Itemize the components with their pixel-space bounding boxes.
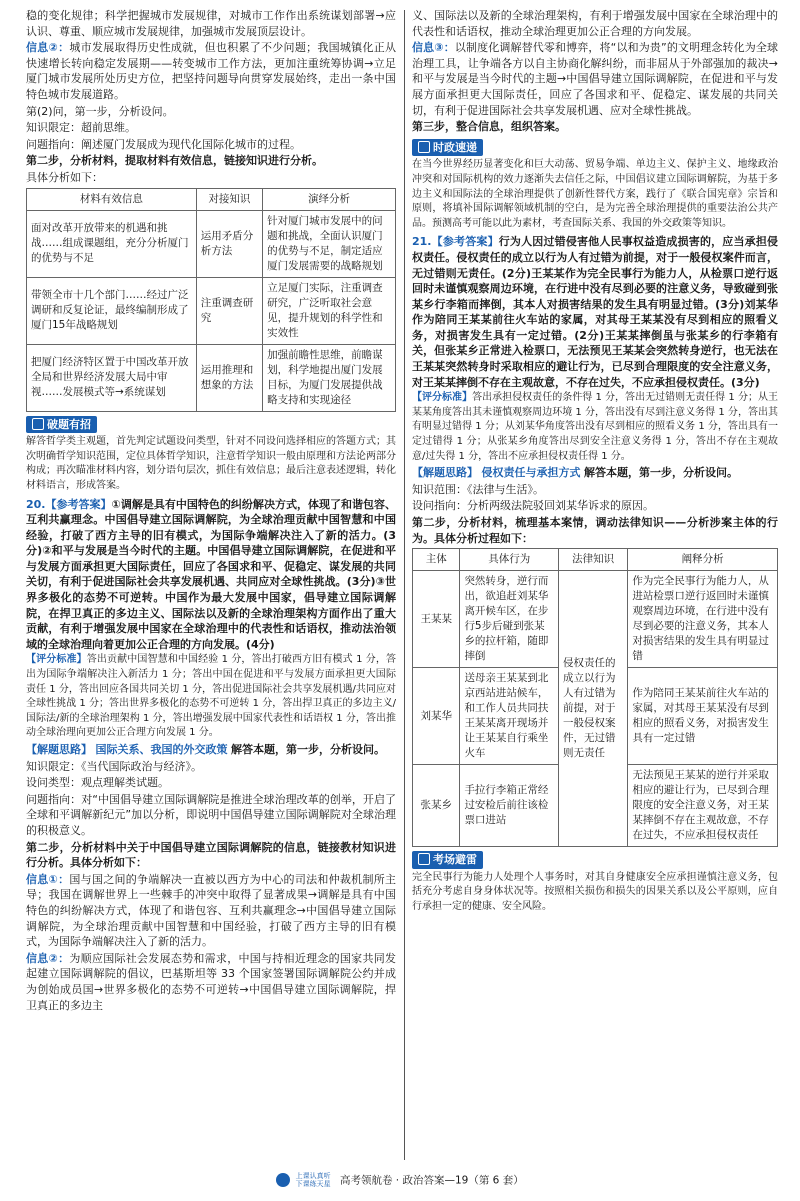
table-header: 主体 <box>413 549 460 571</box>
news-block <box>412 139 778 157</box>
scope-line: 知识范围：《法律与生活》。 <box>412 482 544 496</box>
table-cell: 运用矛盾分析方法 <box>196 210 262 277</box>
book-icon <box>32 418 44 430</box>
scoring-block <box>26 653 396 741</box>
info-text: 国与国之间的争端解决一直被以西方为中心的司法和仲裁机制所主导；我国在调解世界上一些棘手的冲突中取得了显著成果→调解是具有中国特色的纠纷解决方式，体现了和谐包容、互利共赢理念→中国倡导建立国际调解院，为全球治理贡献中国智慧和中国经验，打破了西方主导的旧有模式，为国际争端解决注入了新的活力。 <box>26 872 396 949</box>
exam-tip-text: 完全民事行为能力人处理个人事务时，对其自身健康安全应承担谨慎注意义务，包括充分考虑自身身体状况等。按照相关损伤和损失的因果关系以及公平原则，应自行承担一定的健康、安全风险。 <box>412 871 778 912</box>
step-line: 第二步，分析材料，提取材料有效信息，链接知识进行分析。 <box>26 154 323 168</box>
tip-text: 解答哲学类主观题，首先判定试题设问类型，针对不同设问选择相应的答题方式；其次明确哲学知识范围，定位具体哲学知识，注意哲学知识一般由原理和方法论两部分构成；再次瞄准材料内容，划分语句层次，抓住有效信息；最后注意表述逻辑，转化材料语言，形成答案。 <box>26 436 396 491</box>
exam-tip-badge-label: 考场避雷 <box>433 853 477 867</box>
table-cell: 运用推理和想象的方法 <box>196 344 262 411</box>
table-header: 演绎分析 <box>263 188 396 210</box>
scoring-label: 【评分标准】 <box>26 654 87 666</box>
table-cell: 面对改革开放带来的机遇和挑战……组成课题组，充分分析厦门的优势与不足 <box>27 210 197 277</box>
idea-text: 解答本题，第一步，分析设问。 <box>231 743 385 756</box>
answer-text: 行为人因过错侵害他人民事权益造成损害的，应当承担侵权责任。侵权责任的成立以行为人有过错为前提，对于一般侵权案件而言，无过错则无责任。(2分)王某某作为完全民事行为能力人，从检票口逆行返回时未谨慎观察周边环境，在行进中没有尽到必要的注意义务，导致碰到张某乡行李箱而摔倒，其本人对损害结果的发生具有明显过错。(3分)刘某华作为陪同王某某前往火车站的家属，对其母王某某没有尽到相应的照看义务，对损害发生具有一定过错。(2分)王某某摔倒虽与张某乡的行李箱有关，但张某乡正常进入检票口，无法预见王某某会突然转身逆行，也无法在王某某突然转身时采取相应的避让行为，已尽到合理限度的安全注意义务，对王某某摔倒不存在主观故意，不存在过失，不应承担侵权责任。(3分) <box>412 235 779 389</box>
analysis-table <box>26 188 396 412</box>
news-text: 在当今世界经历显著变化和巨大动荡、贸易争端、单边主义、保护主义、地缘政治冲突和对国际机构的效力逐渐失去信任之际，中国倡议建立国际调解院，为基于多边主义和国际法的全球治理提供了创新性替代方案，践行了《联合国宪章》宗旨和原则，将填补国际调解领域机制的空白，是为完善全球治理提供的重要法治公共产品。预测高考可能以此为素材，考查国际关系、我国的外交政策等知识。 <box>412 159 778 229</box>
idea-block <box>412 465 778 481</box>
answer-label: 【参考答案】 <box>431 235 499 249</box>
table-cell-law: 侵权责任的成立以行为人有过错为前提，对于一般侵权案件，无过错则无责任 <box>558 571 627 847</box>
idea-topic: 国际关系、我国的外交政策 <box>95 743 228 756</box>
tip-badge <box>26 416 97 434</box>
table-cell: 带领全市十几个部门……经过广泛调研和反复论证，最终编制形成了厦门15年战略规划 <box>27 277 197 344</box>
logo-text <box>296 1172 331 1188</box>
answer-text: ①调解是具有中国特色的纠纷解决方式，体现了和谐包容、互利共赢理念。中国倡导建立国际调解院，为全球治理贡献中国智慧和中国经验，打破了西方主导的旧有模式，为国际争端解决注入了新的活力。(3分)②和平与发展是当今时代的主题。中国倡导建立国际调解院，在促进和平与发展方面承担更大国际责任，回应了各国求和平、促稳定、谋发展的共同关切，有利于促进国际社会共享发展机遇、共同应对全球性挑战。(3分)③世界多极化的态势不可逆转。中国作为最大发展中国家，倡导建立国际调解院，在捍卫真正的多边主义、国际法以及新的全球治理架构方面作出了重大贡献，有利于增强发展中国家在全球治理中的代表性和话语权，推动法治领域的全球治理向着更加公正合理的方向发展。(4分) <box>26 497 397 651</box>
info-label: 信息③： <box>412 41 455 55</box>
info-label: 信息②： <box>26 951 70 965</box>
table-cell-action: 手拉行李箱正常经过安检后前往该检票口进站 <box>460 765 559 847</box>
info-text: 城市发展取得历史性成就，但也积累了不少问题；我国城镇化正从快速增长转向稳定发展期——转变城市工作方法，更加注重统筹协调→立足厦门城市发展所处历史方位，把坚持问题导向贯穿发展始终，走出一条中国特色城市发展道路。 <box>26 41 396 101</box>
info-text: 以制度化调解替代零和博弈，将“以和为贵”的文明理念转化为全球治理工具，让争端各方以自主协商化解纠纷，而非屈从于外部强加的裁决→和平与发展是当今时代的主题→中国倡导建立国际调解院，在促进和平与发展方面承担更大国际责任，回应了各国求和平、促稳定、谋发展的共同关切，有利于促进国际社会共享发展机遇、应对全球性挑战。 <box>412 41 778 117</box>
right-column <box>412 8 778 916</box>
info-paragraph <box>26 951 396 1013</box>
table-cell-analysis: 作为完全民事行为能力人，从进站检票口逆行返回时未谨慎观察周边环境，在行进中没有尽到必要的注意义务，其本人对损害结果的发生具有明显过错 <box>628 571 778 668</box>
table-header-row <box>413 549 778 571</box>
footer-text: 高考领航卷 · 政治答案—19（第 6 套） <box>339 1174 524 1187</box>
scoring-block <box>412 391 778 464</box>
direction-line: 问题指向：阐述厦门发展成为现代化国际化城市的过程。 <box>26 137 301 151</box>
warning-icon <box>418 853 430 865</box>
question-answer <box>26 497 396 653</box>
idea-text: 解答本题，第一步，分析设问。 <box>584 466 738 480</box>
table-header: 阐释分析 <box>628 549 778 571</box>
table-cell: 加强前瞻性思维，前瞻谋划，科学地提出厦门发展目标，为厦门发展提供战略支持和实现途径 <box>263 344 396 411</box>
question-number: 21. <box>412 235 432 249</box>
info-label: 信息②： <box>26 41 70 55</box>
table-cell-action: 突然转身，逆行而出，欲追赶刘某华离开候车区，在步行5步后碰到张某乡的拉杆箱，随即摔倒 <box>460 571 559 668</box>
step-line: 第二步，分析材料中关于中国倡导建立国际调解院的信息，链接教材知识进行分析。具体分析如下： <box>26 840 396 870</box>
table-cell-subject: 刘某华 <box>413 668 460 765</box>
table-cell: 注重调查研究 <box>196 277 262 344</box>
table-cell-subject: 张某乡 <box>413 765 460 847</box>
type-line: 设问类型：观点理解类试题。 <box>26 776 169 790</box>
table-cell: 把厦门经济特区置于中国改革开放全局和世界经济发展大局中审视……发展模式等→系统谋划 <box>27 344 197 411</box>
logo-line: 下课练天星 <box>295 1180 331 1188</box>
idea-label: 【解题思路】 <box>26 743 92 756</box>
case-table <box>412 548 778 847</box>
info-paragraph <box>26 872 396 950</box>
info-label: 信息①： <box>26 872 70 886</box>
table-header: 具体行为 <box>460 549 559 571</box>
left-column <box>26 8 396 1014</box>
scoring-text: 答出贡献中国智慧和中国经验 1 分，答出打破西方旧有模式 1 分，答出为国际争端解决注入新活力 1 分；答出中国在促进和平与发展方面承担更大国际责任 1 分，答出回应各国共同关切 1 分，答出促进国际社会共享发展机遇/共同应对全球性挑战 1 分；答出世界多极化的态势不可逆转 1 分，答出捍卫真正的多边主义/国际法/新的全球治理架构 1 分，答出增强发展中国家代表性和话语权 1 分，答出推动全球治理向更加公正合理方向发展 1 分。 <box>26 654 396 739</box>
tip-badge-label: 破题有招 <box>47 417 91 431</box>
exam-tip-badge <box>412 851 483 869</box>
info-text: 为顺应国际社会发展态势和需求，中国与持相近理念的国家共同发起建立国际调解院的倡议，巴基斯坦等 33 个国家签署国际调解院公约并成为创始成员国→世界多极化的态势不可逆转→中国倡导建立国际调解院，捍卫真正的多边主 <box>26 951 396 1012</box>
table-row <box>413 571 778 668</box>
logo-mark-icon <box>276 1173 290 1187</box>
table-cell-analysis: 无法预见王某某的逆行并采取相应的避让行为，已尽到合理限度的安全注意义务，对王某某摔倒不存在主观故意，不存在过失，不应承担侵权责任 <box>628 765 778 847</box>
table-cell: 针对厦门城市发展中的问题和挑战，全面认识厦门的优势与不足，制定适应厦门发展需要的战略规划 <box>263 210 396 277</box>
news-badge-label: 时政速递 <box>433 140 477 154</box>
table-row <box>27 277 396 344</box>
tip-block <box>26 416 396 434</box>
direction-line: 问题指向：对“中国倡导建立国际调解院是推进全球治理改革的创举，开启了全球和平调解新纪元”加以分析，即说明中国倡导建立国际调解院对全球治理的积极意义。 <box>26 792 396 837</box>
page-footer <box>0 1172 800 1189</box>
news-icon <box>418 141 430 153</box>
table-header: 法律知识 <box>558 549 627 571</box>
paragraph: 义、国际法以及新的全球治理架构，有利于增强发展中国家在全球治理中的代表性和话语权，推动全球治理更加公正合理的方向发展。 <box>412 9 778 38</box>
logo-line: 上课认真听 <box>295 1172 331 1180</box>
answer-label: 【参考答案】 <box>45 497 112 511</box>
step-line: 第三步，整合信息，组织答案。 <box>412 120 566 134</box>
idea-label: 【解题思路】 <box>412 466 478 480</box>
step-line: 第二步，分析材料，梳理基本案情，调动法律知识——分析涉案主体的行为。具体分析过程如下： <box>412 516 778 545</box>
table-cell-action: 送母亲王某某到北京西站进站候车，和工作人员共同扶王某某离开现场并让王某某自行乘坐火车 <box>460 668 559 765</box>
column-divider <box>404 10 405 1160</box>
idea-topic: 侵权责任与承担方式 <box>481 466 581 480</box>
scope-line: 知识限定：《当代国际政治与经济》。 <box>26 759 202 773</box>
info-paragraph <box>26 40 396 102</box>
scoring-text: 答出承担侵权责任的条件得 1 分，答出无过错则无责任得 1 分；从王某某角度答出其未谨慎观察周边环境 1 分，答出没有尽到注意义务得 1 分，答出其有明显过错得 1 分；从刘某华角度答出没有尽到相应的照看义务 1 分，答出具有一定过错得 1 分；从张某乡角度答出尽到安全注意义务得 1 分，答出不存在主观故意/过失得 1 分，答出不应承担侵权责任得 1 分。 <box>412 392 778 462</box>
paragraph: 稳的变化规律；科学把握城市发展规律，对城市工作作出系统谋划部署→应认识、尊重、顺应城市发展规律，加强城市发展顶层设计。 <box>26 9 396 38</box>
question-answer <box>412 234 778 390</box>
table-row <box>27 344 396 411</box>
step-line: 第(2)问，第一步，分析设问。 <box>26 104 174 118</box>
news-badge <box>412 139 483 157</box>
scoring-label: 【评分标准】 <box>412 392 473 404</box>
publisher-logo <box>276 1172 330 1189</box>
scope-line: 知识限定：超前思维。 <box>26 121 136 135</box>
question-number: 20. <box>26 497 46 511</box>
table-row <box>27 210 396 277</box>
info-paragraph <box>412 40 778 118</box>
table-cell-analysis: 作为陪同王某某前往火车站的家属，对其母王某某没有尽到相应的照看义务，对损害发生具有一定过错 <box>628 668 778 765</box>
table-header: 材料有效信息 <box>27 188 197 210</box>
table-header: 对接知识 <box>196 188 262 210</box>
table-cell-subject: 王某某 <box>413 571 460 668</box>
direction-line: 设问指向：分析两级法院驳回刘某华诉求的原因。 <box>412 499 654 513</box>
idea-block <box>26 742 396 758</box>
table-cell: 立足厦门实际，注重调查研究，广泛听取社会意见，提升规划的科学性和实效性 <box>263 277 396 344</box>
table-header-row <box>27 188 396 210</box>
exam-tip-block <box>412 851 778 869</box>
table-intro: 具体分析如下： <box>26 170 103 184</box>
